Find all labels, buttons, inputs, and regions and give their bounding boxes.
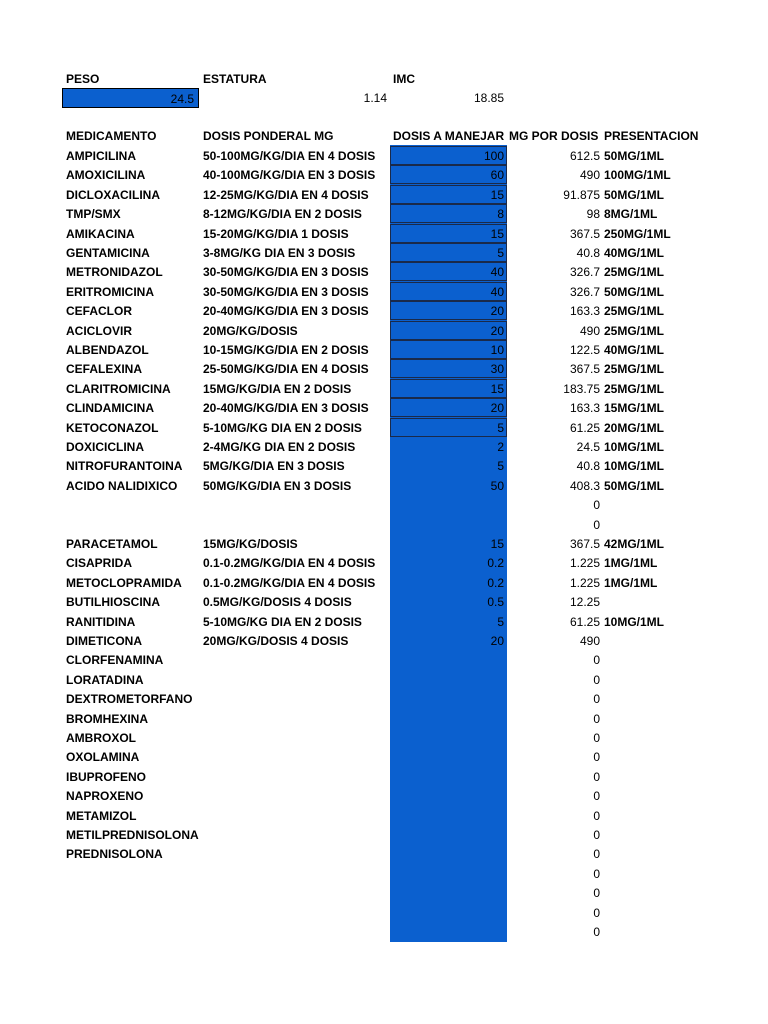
dosis-ponderal-cell: 5MG/KG/DIA EN 3 DOSIS	[203, 459, 345, 473]
dosis-a-manejar-cell[interactable]: 15	[490, 537, 504, 551]
presentacion-cell: 8MG/1ML	[604, 207, 658, 221]
mg-por-dosis-cell: 1.225	[569, 556, 600, 570]
mg-por-dosis-cell: 91.875	[563, 188, 600, 202]
presentacion-cell: 100MG/1ML	[604, 168, 671, 182]
mg-por-dosis-cell: 367.5	[569, 537, 600, 551]
dosis-ponderal-cell: 15MG/KG/DOSIS	[203, 537, 298, 551]
dosis-ponderal-cell: 25-50MG/KG/DIA EN 4 DOSIS	[203, 362, 369, 376]
dosis-a-manejar-cell[interactable]: 10	[490, 343, 504, 357]
medicamento-cell: KETOCONAZOL	[66, 421, 159, 435]
mg-por-dosis-cell: 0	[593, 653, 600, 667]
dosis-a-manejar-cell[interactable]: 2	[497, 440, 504, 454]
dosis-a-manejar-cell[interactable]: 15	[490, 188, 504, 202]
mg-por-dosis-cell: 0	[593, 789, 600, 803]
dosis-a-manejar-cell[interactable]: 5	[497, 246, 504, 260]
col-medicamento: MEDICAMENTO	[66, 129, 157, 143]
presentacion-cell: 25MG/1ML	[604, 382, 665, 396]
dosis-ponderal-cell: 20MG/KG/DOSIS 4 DOSIS	[203, 634, 349, 648]
presentacion-cell: 10MG/1ML	[604, 459, 665, 473]
presentacion-cell: 10MG/1ML	[604, 615, 665, 629]
presentacion-cell: 10MG/1ML	[604, 440, 665, 454]
dosis-a-manejar-cell[interactable]: 0.2	[487, 576, 504, 590]
medicamento-cell: NITROFURANTOINA	[66, 459, 183, 473]
presentacion-cell: 1MG/1ML	[604, 556, 658, 570]
presentacion-cell: 20MG/1ML	[604, 421, 665, 435]
mg-por-dosis-cell: 163.3	[569, 304, 600, 318]
mg-por-dosis-cell: 61.25	[569, 421, 600, 435]
presentacion-cell: 25MG/1ML	[604, 362, 665, 376]
medicamento-cell: METOCLOPRAMIDA	[66, 576, 182, 590]
dosis-a-manejar-cell[interactable]: 20	[490, 401, 504, 415]
dosis-ponderal-cell: 30-50MG/KG/DIA EN 3 DOSIS	[203, 265, 369, 279]
peso-input-cell[interactable]	[62, 88, 199, 108]
dosis-ponderal-cell: 12-25MG/KG/DIA EN 4 DOSIS	[203, 188, 369, 202]
dosis-a-manejar-cell[interactable]: 15	[490, 227, 504, 241]
dosis-a-manejar-cell[interactable]: 20	[490, 634, 504, 648]
peso-label: PESO	[66, 72, 100, 86]
medicamento-cell: DICLOXACILINA	[66, 188, 160, 202]
medicamento-cell: ERITROMICINA	[66, 285, 154, 299]
mg-por-dosis-cell: 0	[593, 692, 600, 706]
mg-por-dosis-cell: 163.3	[569, 401, 600, 415]
presentacion-cell: 40MG/1ML	[604, 343, 665, 357]
dosis-a-manejar-cell[interactable]: 50	[490, 479, 504, 493]
medicamento-cell: CISAPRIDA	[66, 556, 133, 570]
medicamento-cell: DEXTROMETORFANO	[66, 692, 193, 706]
dosis-a-manejar-cell[interactable]: 5	[497, 459, 504, 473]
dosis-ponderal-cell: 8-12MG/KG/DIA EN 2 DOSIS	[203, 207, 362, 221]
medicamento-cell: BROMHEXINA	[66, 712, 149, 726]
dosis-ponderal-cell: 3-8MG/KG DIA EN 3 DOSIS	[203, 246, 356, 260]
dosis-a-manejar-cell[interactable]: 60	[490, 168, 504, 182]
mg-por-dosis-cell: 40.8	[576, 459, 600, 473]
dosis-ponderal-cell: 50-100MG/KG/DIA EN 4 DOSIS	[203, 149, 376, 163]
estatura-label: ESTATURA	[203, 72, 267, 86]
col-dosis-ponderal: DOSIS PONDERAL MG	[203, 129, 334, 143]
dosis-a-manejar-cell[interactable]: 5	[497, 421, 504, 435]
medicamento-cell: CLARITROMICINA	[66, 382, 171, 396]
col-presentacion: PRESENTACION	[604, 129, 699, 143]
dosis-a-manejar-cell[interactable]: 40	[490, 285, 504, 299]
medicamento-cell: LORATADINA	[66, 673, 144, 687]
dosis-a-manejar-cell[interactable]: 8	[497, 207, 504, 221]
medicamento-cell: PARACETAMOL	[66, 537, 158, 551]
mg-por-dosis-cell: 98	[586, 207, 600, 221]
dosis-ponderal-cell: 20-40MG/KG/DIA EN 3 DOSIS	[203, 304, 369, 318]
mg-por-dosis-cell: 326.7	[569, 285, 600, 299]
dosis-a-manejar-cell[interactable]: 5	[497, 615, 504, 629]
presentacion-cell: 250MG/1ML	[604, 227, 671, 241]
mg-por-dosis-cell: 490	[579, 324, 600, 338]
mg-por-dosis-cell: 0	[593, 770, 600, 784]
medicamento-cell: CEFACLOR	[66, 304, 132, 318]
medicamento-cell: ACIDO NALIDIXICO	[66, 479, 178, 493]
medicamento-cell: GENTAMICINA	[66, 246, 150, 260]
imc-value: 18.85	[473, 91, 504, 105]
mg-por-dosis-cell: 1.225	[569, 576, 600, 590]
mg-por-dosis-cell: 0	[593, 731, 600, 745]
medicamento-cell: OXOLAMINA	[66, 750, 140, 764]
medicamento-cell: DOXICICLINA	[66, 440, 144, 454]
mg-por-dosis-cell: 0	[593, 925, 600, 939]
medicamento-cell: CLORFENAMINA	[66, 653, 164, 667]
presentacion-cell: 25MG/1ML	[604, 324, 665, 338]
mg-por-dosis-cell: 0	[593, 498, 600, 512]
presentacion-cell: 42MG/1ML	[604, 537, 665, 551]
mg-por-dosis-cell: 0	[593, 750, 600, 764]
mg-por-dosis-cell: 326.7	[569, 265, 600, 279]
medicamento-cell: ACICLOVIR	[66, 324, 132, 338]
presentacion-cell: 50MG/1ML	[604, 479, 665, 493]
dosis-a-manejar-cell[interactable]: 40	[490, 265, 504, 279]
mg-por-dosis-cell: 40.8	[576, 246, 600, 260]
mg-por-dosis-cell: 61.25	[569, 615, 600, 629]
medicamento-cell: TMP/SMX	[66, 207, 121, 221]
presentacion-cell: 15MG/1ML	[604, 401, 665, 415]
medicamento-cell: AMBROXOL	[66, 731, 136, 745]
mg-por-dosis-cell: 183.75	[563, 382, 600, 396]
dosis-ponderal-cell: 0.1-0.2MG/KG/DIA EN 4 DOSIS	[203, 576, 376, 590]
mg-por-dosis-cell: 0	[593, 518, 600, 532]
dosis-ponderal-cell: 10-15MG/KG/DIA EN 2 DOSIS	[203, 343, 369, 357]
estatura-value[interactable]: 1.14	[363, 91, 387, 105]
presentacion-cell: 25MG/1ML	[604, 265, 665, 279]
dosis-ponderal-cell: 0.5MG/KG/DOSIS 4 DOSIS	[203, 595, 352, 609]
medicamento-cell: AMIKACINA	[66, 227, 135, 241]
mg-por-dosis-cell: 490	[579, 634, 600, 648]
medicamento-cell: ALBENDAZOL	[66, 343, 149, 357]
mg-por-dosis-cell: 490	[579, 168, 600, 182]
mg-por-dosis-cell: 0	[593, 906, 600, 920]
dosis-ponderal-cell: 40-100MG/KG/DIA EN 3 DOSIS	[203, 168, 376, 182]
mg-por-dosis-cell: 0	[593, 712, 600, 726]
medicamento-cell: DIMETICONA	[66, 634, 142, 648]
dosis-a-manejar-cell[interactable]: 0.5	[487, 595, 504, 609]
medicamento-cell: PREDNISOLONA	[66, 847, 163, 861]
dosis-a-manejar-cell[interactable]: 30	[490, 362, 504, 376]
mg-por-dosis-cell: 0	[593, 809, 600, 823]
imc-label: IMC	[393, 72, 415, 86]
medicamento-cell: AMPICILINA	[66, 149, 136, 163]
dosis-ponderal-cell: 20-40MG/KG/DIA EN 3 DOSIS	[203, 401, 369, 415]
presentacion-cell: 50MG/1ML	[604, 149, 665, 163]
dosis-ponderal-cell: 5-10MG/KG DIA EN 2 DOSIS	[203, 615, 362, 629]
medicamento-cell: METAMIZOL	[66, 809, 137, 823]
mg-por-dosis-cell: 408.3	[569, 479, 600, 493]
medicamento-cell: BUTILHIOSCINA	[66, 595, 160, 609]
dosis-a-manejar-cell[interactable]: 100	[483, 149, 504, 163]
dosis-a-manejar-cell[interactable]: 20	[490, 324, 504, 338]
dosis-a-manejar-cell[interactable]: 15	[490, 382, 504, 396]
dosis-ponderal-cell: 15-20MG/KG/DIA 1 DOSIS	[203, 227, 349, 241]
dosis-ponderal-cell: 5-10MG/KG DIA EN 2 DOSIS	[203, 421, 362, 435]
medicamento-cell: METILPREDNISOLONA	[66, 828, 199, 842]
mg-por-dosis-cell: 367.5	[569, 362, 600, 376]
mg-por-dosis-cell: 367.5	[569, 227, 600, 241]
dosis-ponderal-cell: 2-4MG/KG DIA EN 2 DOSIS	[203, 440, 356, 454]
presentacion-cell: 50MG/1ML	[604, 285, 665, 299]
peso-value[interactable]: 24.5	[170, 92, 194, 106]
col-mg-por-dosis: MG POR DOSIS	[509, 129, 599, 143]
presentacion-cell: 1MG/1ML	[604, 576, 658, 590]
medicamento-cell: RANITIDINA	[66, 615, 136, 629]
medicamento-cell: AMOXICILINA	[66, 168, 146, 182]
mg-por-dosis-cell: 122.5	[569, 343, 600, 357]
mg-por-dosis-cell: 0	[593, 867, 600, 881]
mg-por-dosis-cell: 0	[593, 886, 600, 900]
dosis-ponderal-cell: 15MG/KG/DIA EN 2 DOSIS	[203, 382, 352, 396]
medicamento-cell: METRONIDAZOL	[66, 265, 163, 279]
medicamento-cell: CEFALEXINA	[66, 362, 143, 376]
presentacion-cell: 50MG/1ML	[604, 188, 665, 202]
dosis-a-manejar-cell[interactable]: 20	[490, 304, 504, 318]
presentacion-cell: 25MG/1ML	[604, 304, 665, 318]
presentacion-cell: 40MG/1ML	[604, 246, 665, 260]
mg-por-dosis-cell: 0	[593, 828, 600, 842]
mg-por-dosis-cell: 0	[593, 673, 600, 687]
mg-por-dosis-cell: 24.5	[576, 440, 600, 454]
mg-por-dosis-cell: 12.25	[569, 595, 600, 609]
medicamento-cell: CLINDAMICINA	[66, 401, 154, 415]
mg-por-dosis-cell: 0	[593, 847, 600, 861]
dosis-ponderal-cell: 20MG/KG/DOSIS	[203, 324, 298, 338]
dosis-ponderal-cell: 0.1-0.2MG/KG/DIA EN 4 DOSIS	[203, 556, 376, 570]
dosis-ponderal-cell: 30-50MG/KG/DIA EN 3 DOSIS	[203, 285, 369, 299]
mg-por-dosis-cell: 612.5	[569, 149, 600, 163]
dosis-a-manejar-cell[interactable]: 0.2	[487, 556, 504, 570]
medicamento-cell: IBUPROFENO	[66, 770, 147, 784]
medicamento-cell: NAPROXENO	[66, 789, 144, 803]
col-dosis-a-manejar: DOSIS A MANEJAR	[393, 129, 505, 143]
dosis-ponderal-cell: 50MG/KG/DIA EN 3 DOSIS	[203, 479, 352, 493]
